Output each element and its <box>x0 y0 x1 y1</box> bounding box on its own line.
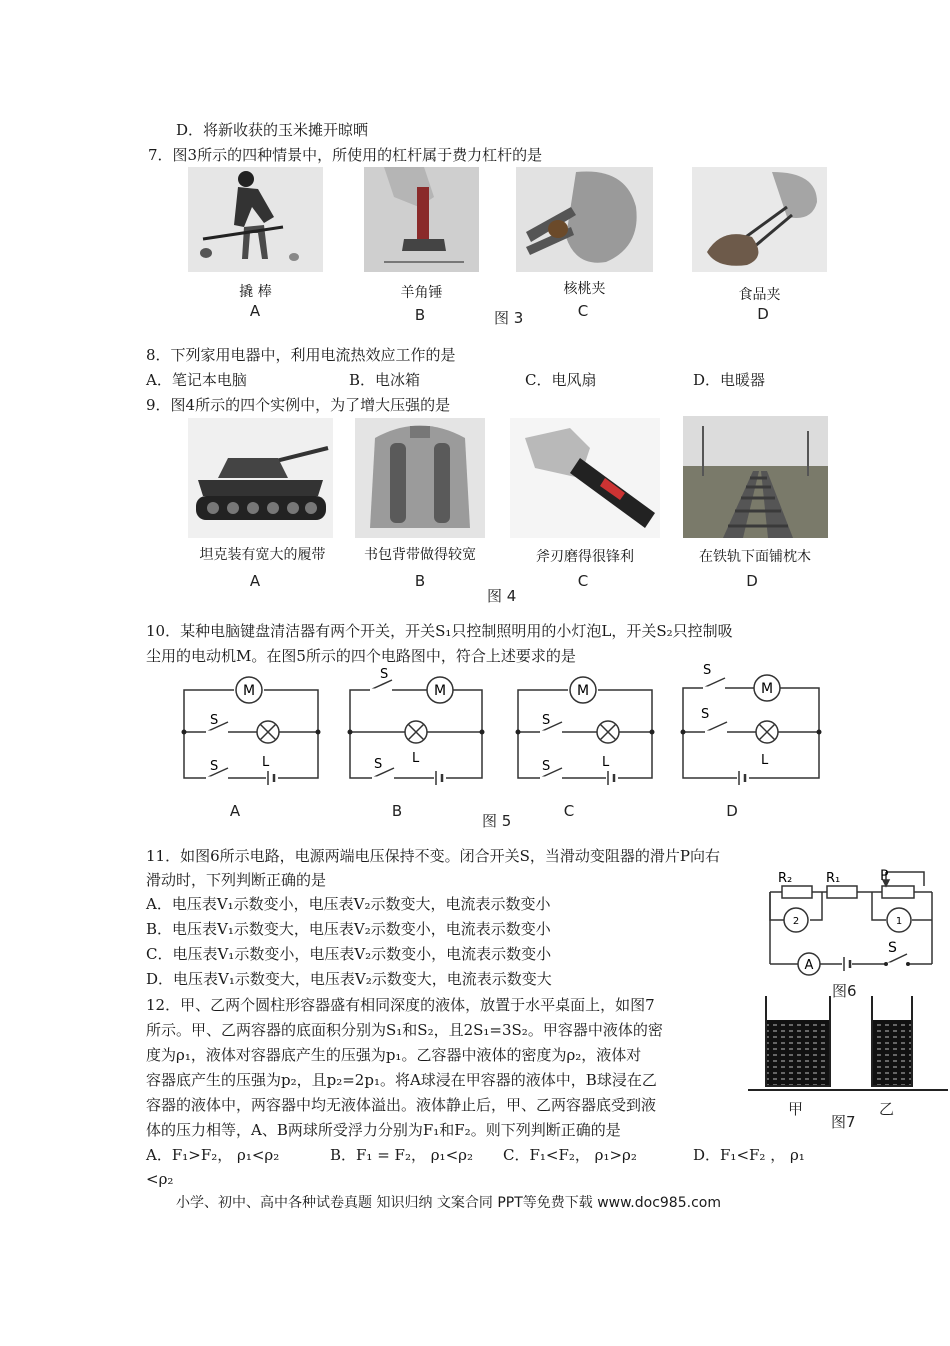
figure-7-containers <box>748 992 948 1097</box>
q6-option-d: D．将新收获的玉米摊开晾晒 <box>176 121 369 139</box>
q7-caption-b: 羊角锤 <box>400 285 443 301</box>
circuit-c-diagram <box>510 668 662 788</box>
q9-caption-a: 坦克装有宽大的履带 <box>199 547 326 563</box>
circuit-a-diagram <box>176 668 328 788</box>
q10-line-2: 尘用的电动机M。在图5所示的四个电路图中，符合上述要求的是 <box>146 647 576 665</box>
q7-caption-d: 食品夹 <box>738 287 781 303</box>
q7-letter-a: A <box>249 302 261 320</box>
q9-letter-d: D <box>746 572 758 590</box>
q7-letter-b: B <box>414 306 426 324</box>
fig6-r2-label: R₂ <box>778 871 793 886</box>
claw-hammer-photo <box>364 167 479 272</box>
footer-text: 小学、初中、高中各种试卷真题 知识归纳 文案合同 PPT等免费下载 www.doc985.com <box>176 1195 721 1211</box>
q10-line-1: 10．某种电脑键盘清洁器有两个开关，开关S₁只控制照明用的小灯泡L，开关S₂只控制吸 <box>146 622 733 640</box>
circuit-d-diagram <box>675 662 835 788</box>
figure-7-label: 图7 <box>831 1113 856 1131</box>
fig6-v2-label: 2 <box>792 916 800 927</box>
q12-option-b: B．F₁ = F₂， ρ₁<ρ₂ <box>330 1146 473 1164</box>
q12-option-d-wrap: <ρ₂ <box>146 1170 174 1188</box>
q11-line-2: 滑动时，下列判断正确的是 <box>146 871 327 889</box>
container-yi-label: 乙 <box>879 1100 895 1118</box>
q9-caption-b: 书包背带做得较宽 <box>364 547 476 563</box>
q7-caption-c: 核桃夹 <box>563 281 606 297</box>
circuit-b-switch1-label: S <box>380 667 389 682</box>
fig6-r1-label: R₁ <box>826 871 841 886</box>
q9-letter-a: A <box>249 572 261 590</box>
q11-option-c: C．电压表V₁示数变小，电压表V₂示数变小，电流表示数变小 <box>146 945 552 963</box>
q11-option-a: A．电压表V₁示数变小，电压表V₂示数变大，电流表示数变小 <box>146 895 551 913</box>
q8-option-c: C．电风扇 <box>525 371 597 389</box>
circuit-a-switch2-label: S <box>210 759 219 774</box>
q8-option-d: D．电暖器 <box>693 371 766 389</box>
tank-photo <box>188 418 333 538</box>
q9-caption-c: 斧刃磨得很锋利 <box>536 549 634 565</box>
circuit-c-switch2-label: S <box>542 759 551 774</box>
q10-letter-d: D <box>726 802 738 820</box>
circuit-c-switch1-label: S <box>542 713 551 728</box>
axe-photo <box>510 418 660 538</box>
q7-letter-c: C <box>577 302 589 320</box>
q12-line-5: 容器的液体中，两容器中均无液体溢出。液体静止后，甲、乙两容器底受到液 <box>146 1096 657 1114</box>
q11-option-d: D．电压表V₁示数变大，电压表V₂示数变大，电流表示数变大 <box>146 970 552 988</box>
q9-letter-b: B <box>414 572 426 590</box>
circuit-a-lamp-label: L <box>262 755 270 770</box>
fig6-p-label: P <box>880 868 889 884</box>
q12-line-1: 12．甲、乙两个圆柱形容器盛有相同深度的液体，放置于水平桌面上，如图7 <box>146 996 655 1014</box>
circuit-d-motor-label: M <box>760 681 774 697</box>
circuit-b-switch2-label: S <box>374 757 383 772</box>
circuit-d-switch1-label: S <box>703 663 712 678</box>
nutcracker-photo <box>516 167 653 272</box>
circuit-a-switch1-label: S <box>210 713 219 728</box>
figure-5-label: 图 5 <box>482 812 512 830</box>
food-tongs-photo <box>692 167 827 272</box>
circuit-b-lamp-label: L <box>412 751 420 766</box>
q12-option-a: A．F₁>F₂， ρ₁<ρ₂ <box>146 1146 280 1164</box>
q8-option-b: B．电冰箱 <box>349 371 421 389</box>
q8-stem: 8．下列家用电器中，利用电流热效应工作的是 <box>146 346 456 364</box>
circuit-c-lamp-label: L <box>602 755 610 770</box>
figure-6-circuit <box>762 862 942 984</box>
q11-option-b: B．电压表V₁示数变大，电压表V₂示数变小，电流表示数变小 <box>146 920 551 938</box>
q8-option-a: A．笔记本电脑 <box>146 371 247 389</box>
q7-letter-d: D <box>757 305 769 323</box>
fig6-v1-label: 1 <box>895 916 903 927</box>
container-jia-liquid <box>766 1020 830 1086</box>
crowbar-photo <box>188 167 323 272</box>
q9-stem: 9．图4所示的四个实例中，为了增大压强的是 <box>146 396 451 414</box>
q12-line-2: 所示。甲、乙两容器的底面积分别为S₁和S₂，且2S₁=3S₂。甲容器中液体的密 <box>146 1021 663 1039</box>
circuit-c-motor-label: M <box>576 683 590 699</box>
fig6-s-label: S <box>888 940 897 956</box>
figure-4-label: 图 4 <box>487 587 517 605</box>
q12-option-c: C．F₁<F₂， ρ₁>ρ₂ <box>503 1146 637 1164</box>
q12-option-d: D．F₁<F₂ ， ρ₁ <box>693 1146 805 1164</box>
figure-3-label: 图 3 <box>494 309 524 327</box>
circuit-b-diagram <box>340 664 492 788</box>
figure-6-label: 图6 <box>832 982 857 1000</box>
container-jia-label: 甲 <box>788 1100 804 1118</box>
railway-photo <box>683 416 828 538</box>
q10-letter-b: B <box>391 802 403 820</box>
q7-stem: 7．图3所示的四种情景中，所使用的杠杆属于费力杠杆的是 <box>148 146 543 164</box>
q12-line-6: 体的压力相等，A、B两球所受浮力分别为F₁和F₂。则下列判断正确的是 <box>146 1121 621 1139</box>
circuit-a-motor-label: M <box>242 683 256 699</box>
fig6-ammeter-label: A <box>804 958 814 973</box>
q10-letter-c: C <box>563 802 575 820</box>
q11-line-1: 11．如图6所示电路，电源两端电压保持不变。闭合开关S，当滑动变阻器的滑片P向右 <box>146 847 721 865</box>
q12-line-4: 容器底产生的压强为p₂，且p₂=2p₁。将A球浸在甲容器的液体中，B球浸在乙 <box>146 1071 657 1089</box>
backpack-photo <box>355 418 485 538</box>
q9-caption-d: 在铁轨下面铺枕木 <box>699 549 811 565</box>
circuit-d-lamp-label: L <box>761 753 769 768</box>
q10-letter-a: A <box>229 802 241 820</box>
q9-letter-c: C <box>577 572 589 590</box>
q7-caption-a: 撬 棒 <box>239 284 272 300</box>
circuit-b-motor-label: M <box>433 683 447 699</box>
container-yi-liquid <box>872 1020 912 1086</box>
circuit-d-switch2-label: S <box>701 707 710 722</box>
q12-line-3: 度为ρ₁，液体对容器底产生的压强为p₁。乙容器中液体的密度为ρ₂，液体对 <box>146 1046 642 1064</box>
